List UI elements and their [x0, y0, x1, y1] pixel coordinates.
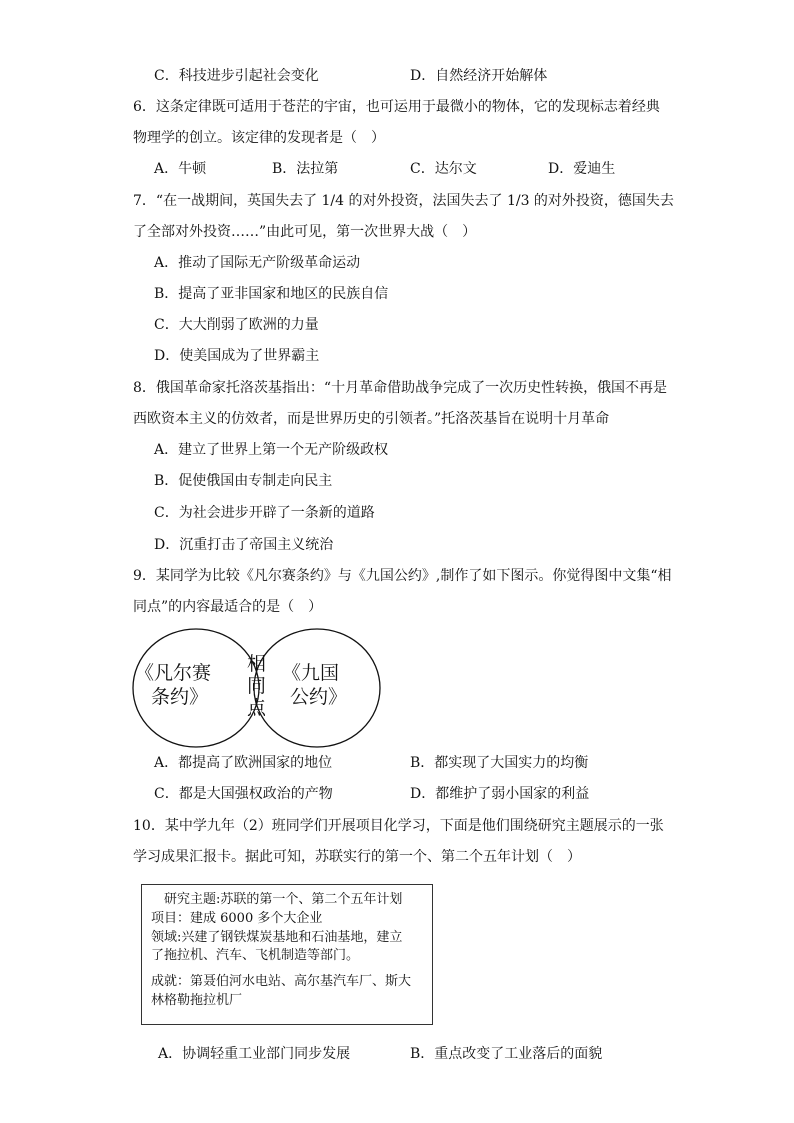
report-card-field-line1: 领域:兴建了钢铁煤炭基地和石油基地，建立 — [151, 930, 403, 945]
q6-option-b: B．法拉第 — [272, 161, 339, 177]
q8-option-c: C．为社会进步开辟了一条新的道路 — [154, 505, 375, 521]
q6-stem-line2: 物理学的创立。该定律的发现者是（ ） — [133, 130, 385, 146]
q9-stem-line1: 9．某同学为比较《凡尔赛条约》与《九国公约》,制作了如下图示。你觉得图中文集“相 — [133, 568, 672, 584]
report-card-project: 项目：建成 6000 多个大企业 — [151, 911, 323, 926]
q9-option-c: C．都是大国强权政治的产物 — [154, 786, 333, 802]
q6-option-a: A．牛顿 — [154, 161, 207, 177]
q6-option-d: D．爱迪生 — [548, 161, 616, 177]
q6-stem-line1: 6．这条定律既可适用于苍茫的宇宙，也可运用于最微小的物体，它的发现标志着经典 — [133, 99, 660, 115]
q9-option-d: D．都维护了弱小国家的利益 — [410, 786, 590, 802]
q7-stem-line2: 了全部对外投资……”由此可见，第一次世界大战（ ） — [133, 224, 477, 240]
venn-middle-char1: 相 — [247, 653, 267, 675]
q5-option-c: C．科技进步引起社会变化 — [154, 68, 319, 84]
report-card-field-line2: 了拖拉机、汽车、飞机制造等部门。 — [151, 948, 360, 963]
report-card — [141, 884, 433, 1025]
venn-diagram — [132, 628, 382, 748]
q8-stem-line1: 8．俄国革命家托洛茨基指出：“十月革命借助战争完成了一次历史性转换，俄国不再是 — [133, 380, 668, 396]
venn-right-label-line1: 《九国 — [282, 662, 340, 684]
report-card-achievement-line2: 林格勒拖拉机厂 — [151, 993, 243, 1008]
venn-left-label-line2: 条约》 — [151, 686, 209, 708]
q8-stem-line2: 西欧资本主义的仿效者，而是世界历史的引领者。”托洛茨基旨在说明十月革命 — [133, 411, 610, 427]
q8-option-d: D．沉重打击了帝国主义统治 — [154, 537, 334, 553]
venn-right-label-line2: 公约》 — [290, 686, 348, 708]
q9-option-b: B．都实现了大国实力的均衡 — [410, 755, 589, 771]
report-card-achievement-line1: 成就：第聂伯河水电站、高尔基汽车厂、斯大 — [151, 974, 412, 989]
q9-stem-line2: 同点”的内容最适合的是（ ） — [133, 599, 323, 615]
venn-middle-char3: 点 — [247, 697, 267, 719]
venn-middle-char2: 同 — [247, 675, 267, 697]
q7-option-b: B．提高了亚非国家和地区的民族自信 — [154, 286, 389, 302]
venn-left-label-line1: 《凡尔赛 — [135, 662, 212, 684]
q7-option-a: A．推动了国际无产阶级革命运动 — [154, 255, 361, 271]
q7-option-d: D．使美国成为了世界霸主 — [154, 348, 320, 364]
q10-option-a: A．协调轻重工业部门同步发展 — [158, 1046, 351, 1062]
report-card-topic: 研究主题:苏联的第一个、第二个五年计划 — [164, 892, 403, 907]
q5-option-d: D．自然经济开始解体 — [410, 68, 548, 84]
q10-stem-line2: 学习成果汇报卡。据此可知，苏联实行的第一个、第二个五年计划（ ） — [133, 849, 581, 865]
q6-option-c: C．达尔文 — [410, 161, 477, 177]
q7-stem-line1: 7．“在一战期间，英国失去了 1/4 的对外投资，法国失去了 1/3 的对外投资，德国失去 — [133, 193, 674, 209]
q7-option-c: C．大大削弱了欧洲的力量 — [154, 317, 319, 333]
q10-stem-line1: 10．某中学九年（2）班同学们开展项目化学习，下面是他们围绕研究主题展示的一张 — [133, 818, 664, 834]
q8-option-a: A．建立了世界上第一个无产阶级政权 — [154, 442, 389, 458]
q8-option-b: B．促使俄国由专制走向民主 — [154, 473, 333, 489]
q9-option-a: A．都提高了欧洲国家的地位 — [154, 755, 333, 771]
q10-option-b: B．重点改变了工业落后的面貌 — [410, 1046, 603, 1062]
